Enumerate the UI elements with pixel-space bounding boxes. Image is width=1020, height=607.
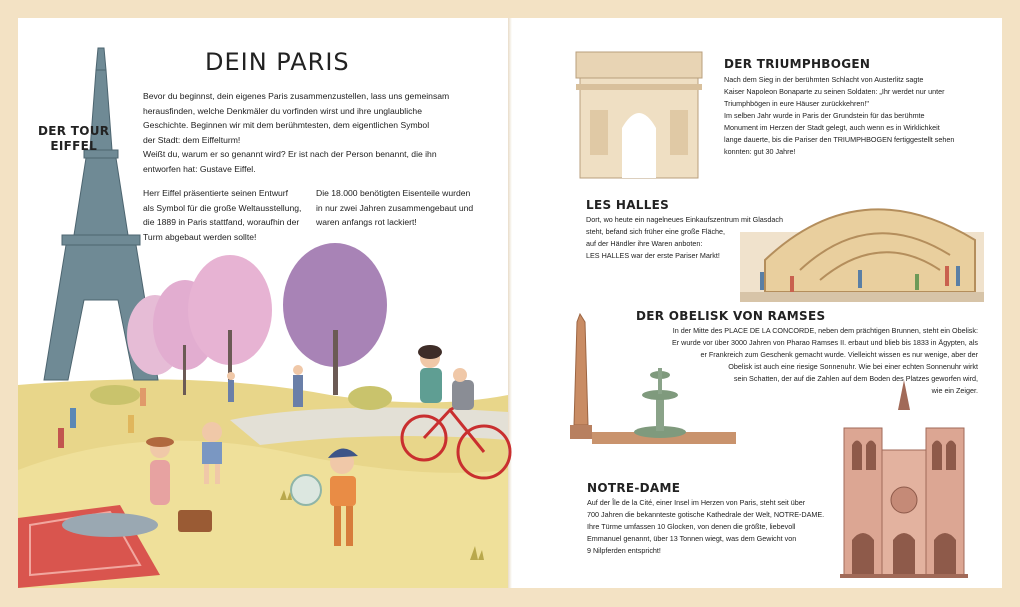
text-column-1: Herr Eiffel präsentierte seinen Entwurf als Symbol für die große Weltausstellung, die 1889 in Paris stattfand, woraufhin der Turm abgebaut werden sollte! bbox=[143, 188, 302, 242]
arc-de-triomphe-illustration bbox=[576, 52, 702, 178]
arc-title: DER TRIUMPHBOGEN bbox=[724, 57, 871, 71]
notre-dame-title: NOTRE-DAME bbox=[587, 481, 681, 495]
intro-paragraph: Bevor du beginnst, dein eigenes Paris zusammenzustellen, lass uns gemeinsam herausfinden, welche Denkmäler du vorfinden wirst und ihre unglaubliche Geschichte. Beginnen wir mit dem berühmtesten, dem eigentlichen Symbol der Stadt: dem Eiffelturm! Weißt du, warum er so genannt wird? Er ist nach der Person benannt, die ihn entworfen hat: Gustave Eiffel. bbox=[143, 91, 450, 174]
obelisk-text: In der Mitte des PLACE DE LA CONCORDE, neben dem prächtigen Brunnen, steht ein Obelisk: Er wurde vor über 3000 Jahren von Pharao Ramses II. erbaut und blieb bis 1833 in Ägypten, als er Frankreich zum Geschenk gemacht wurde. Vielleicht wissen es nur wenige, aber der Obelisk ist auch eine riesige Sonnenuhr. Wie bei einer echten Sonnenuhr wirkt sein Schatten, der auf die Zahlen auf dem Boden des Platzes geworfen wird, wie ein Zeiger. bbox=[671, 326, 978, 395]
eiffel-label-line: EIFFEL bbox=[50, 139, 98, 153]
eiffel-label-line: DER TOUR bbox=[38, 124, 110, 138]
arc-text: Nach dem Sieg in der berühmten Schlacht von Austerlitz sagte Kaiser Napoleon Bonaparte zu seinen Soldaten: „Ihr werdet nur unter Triumphbögen in eure Häuser zurückkehren!" Im selben Jahr wurde in Paris der Grundstein für das berühmte Monument im Herzen der Stadt gelegt, auch wenn es in Wirklichkeit lange dauerte, bis die Pariser den TRIUMPHBOGEN fertiggestellt sehen konnten: gut 30 Jahre! bbox=[724, 75, 955, 156]
page-title: DEIN PARIS bbox=[205, 48, 350, 76]
halles-text: Dort, wo heute ein nagelneues Einkaufszentrum mit Glasdach steht, befand sich früher eine große Fläche, auf der Händler ihre Waren anboten: LES HALLES war der erste Pariser Markt! bbox=[586, 215, 783, 260]
obelisk-title: DER OBELISK VON RAMSES bbox=[636, 309, 826, 323]
text-column-2: Die 18.000 benötigten Eisenteile wurden in nur zwei Jahren zusammengebaut und waren anfangs rot lackiert! bbox=[316, 188, 474, 227]
rider bbox=[418, 345, 474, 410]
blossom-trees bbox=[127, 243, 387, 400]
notre-dame-illustration bbox=[840, 380, 968, 578]
eiffel-label bbox=[38, 124, 109, 154]
notre-dame-text: Auf der Île de la Cité, einer Insel im Herzen von Paris, steht seit über 700 Jahren die bekannteste gotische Kathedrale der Welt, NOTRE-DAME. Ihre Türme umfassen 10 Glocken, von denen die größte, liebevoll Emmanuel genannt, über 13 Tonnen wiegt, was dem Gewicht von 9 Nilpferden entspricht! bbox=[587, 498, 825, 555]
halles-title: LES HALLES bbox=[586, 198, 670, 212]
